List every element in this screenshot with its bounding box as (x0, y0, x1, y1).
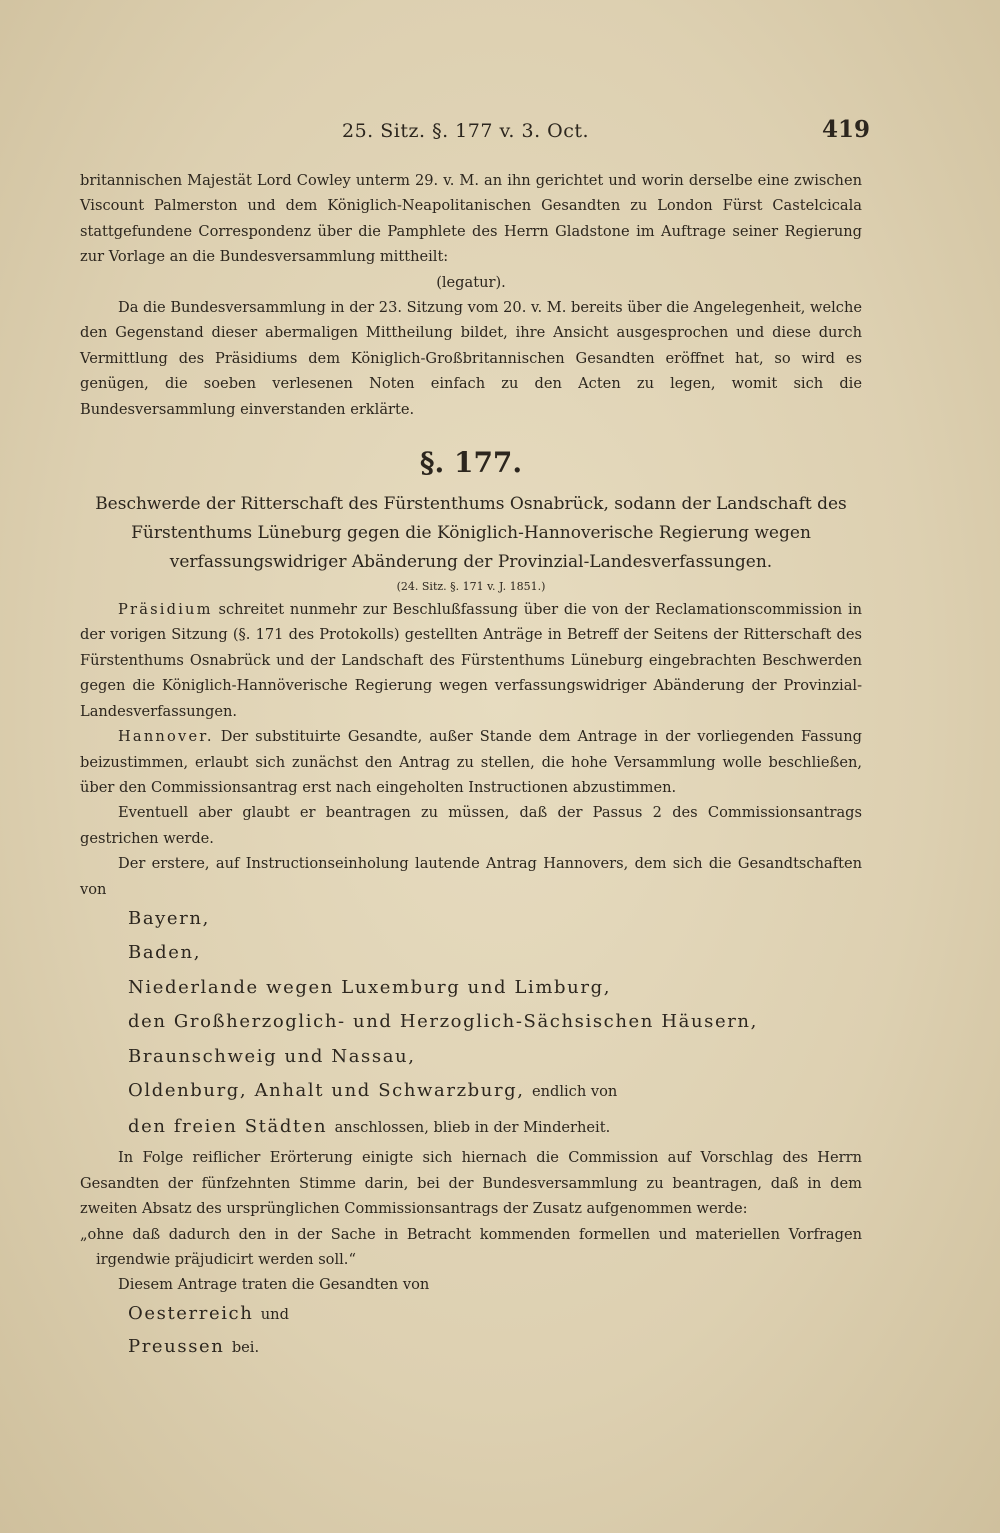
former-paragraph: Der erstere, auf Instructionseinholung lautende Antrag Hannovers, dem sich die Gesandtschaften von (80, 855, 862, 898)
hannover-paragraph (80, 724, 862, 800)
state-prussia: Preussen (128, 1335, 225, 1357)
speaker-praesidium: Präsidium (118, 601, 213, 619)
intro-paragraph-2: Da die Bundesversammlung in der 23. Sitzung vom 20. v. M. bereits über die Angelegenheit, welche den Gegenstand dieser abermaligen Mittheilung bildet, ihre Ansicht ausgesprochen und diese durch Vermittlung des Präsidiums dem Königlich-Großbritannischen Gesandten eröffnet hat, so wird es genügen, die soeben verlesenen Noten einfach zu den Acten zu legen, womit sich die Bundesversammlung einverstanden erklärte. (80, 299, 862, 418)
state-item: den Großherzoglich- und Herzoglich-Sächsischen Häusern, (128, 1011, 758, 1033)
section-subject: Beschwerde der Ritterschaft des Fürstenthums Osnabrück, sodann der Landschaft des Fürstenthums Lüneburg gegen die Königlich-Hannoverische Regierung wegen verfassungswidriger Abänderung der Provinzial-Landesverfassungen. (95, 494, 847, 573)
state-free-cities: den freien Städten (128, 1115, 328, 1137)
eventual-paragraph: Eventuell aber glaubt er beantragen zu müssen, daß der Passus 2 des Commissionsantrags gestrichen werde. (80, 804, 862, 847)
closing-paragraph-2: Diesem Antrage traten die Gesandten von (118, 1276, 430, 1294)
section-reference: (24. Sitz. §. 171 v. J. 1851.) (396, 580, 546, 594)
state-item: Braunschweig und Nassau, (128, 1045, 416, 1067)
legatur-note: (legatur). (436, 273, 506, 291)
state-item (128, 1110, 862, 1146)
closing-paragraph: In Folge reiflicher Erörterung einigte sich hiernach die Commission auf Vorschlag des Herrn Gesandten der fünfzehnten Stimme darin, bei der Bundesversammlung zu beantragen, daß in dem zweiten Absatz des ursprünglichen Commissionsantrags der Zusatz aufgenommen werde: (80, 1149, 862, 1218)
state-oldenburg: Oldenburg, Anhalt und Schwarzburg, (128, 1080, 525, 1102)
state-oldenburg-suffix: endlich von (531, 1083, 618, 1101)
hannover-text: Der substituirte Gesandte, außer Stande dem Antrage in der vorliegenden Fassung beizustimmen, erlaubt sich zunächst den Antrag zu stellen, die hohe Versammlung wolle beschließen, über den Commissionsantrag erst nach eingeholten Instructionen abzustimmen. (80, 728, 862, 796)
quoted-addition: „ohne daß dadurch den in der Sache in Betracht kommenden formellen und materiellen Vorfragen irgendwie präjudicirt werden soll.“ (80, 1225, 862, 1269)
section-heading: §. 177. (419, 446, 523, 480)
state-prussia-line (128, 1331, 862, 1364)
states-list (80, 902, 862, 1146)
page-header (80, 112, 880, 152)
state-item: Baden, (128, 942, 202, 964)
state-item: Niederlande wegen Luxemburg und Limburg, (128, 976, 612, 998)
state-free-cities-suffix: anschlossen, blieb in der Minderheit. (334, 1118, 611, 1136)
state-item (128, 1074, 862, 1110)
praesidium-text: schreitet nunmehr zur Beschlußfassung über die von der Reclamationscommission in der vorigen Sitzung (§. 171 des Protokolls) gestellten Anträge in Betreff der Seitens der Ritterschaft des Fürstenthums Osnabrück und der Landschaft des Fürstenthums Lüneburg eingebrachten Beschwerden gegen die Königlich-Hannöverische Regierung wegen verfassungswidriger Abänderung der Provinzial-Landesverfassungen. (80, 601, 863, 720)
body-text (80, 168, 862, 1364)
state-prussia-suffix: bei. (231, 1338, 260, 1356)
state-austria-line (128, 1298, 862, 1331)
intro-paragraph: britannischen Majestät Lord Cowley unterm 29. v. M. an ihn gerichtet und worin derselbe eine zwischen Viscount Palmerston und dem Königlich-Neapolitanischen Gesandten zu London Fürst Castelcicala stattgefundene Correspondenz über die Pamphlete des Herrn Gladstone im Auftrage seiner Regierung zur Vorlage an die Bundesversammlung mittheilt: (80, 172, 862, 266)
state-item: Bayern, (128, 907, 210, 929)
speaker-hannover: Hannover. (118, 728, 214, 746)
running-head: 25. Sitz. §. 177 v. 3. Oct. (342, 120, 590, 142)
page-number: 419 (821, 116, 870, 143)
praesidium-paragraph (80, 597, 862, 724)
state-austria-suffix: und (260, 1305, 289, 1323)
supporting-states (80, 1298, 862, 1364)
state-austria: Oesterreich (128, 1302, 254, 1324)
